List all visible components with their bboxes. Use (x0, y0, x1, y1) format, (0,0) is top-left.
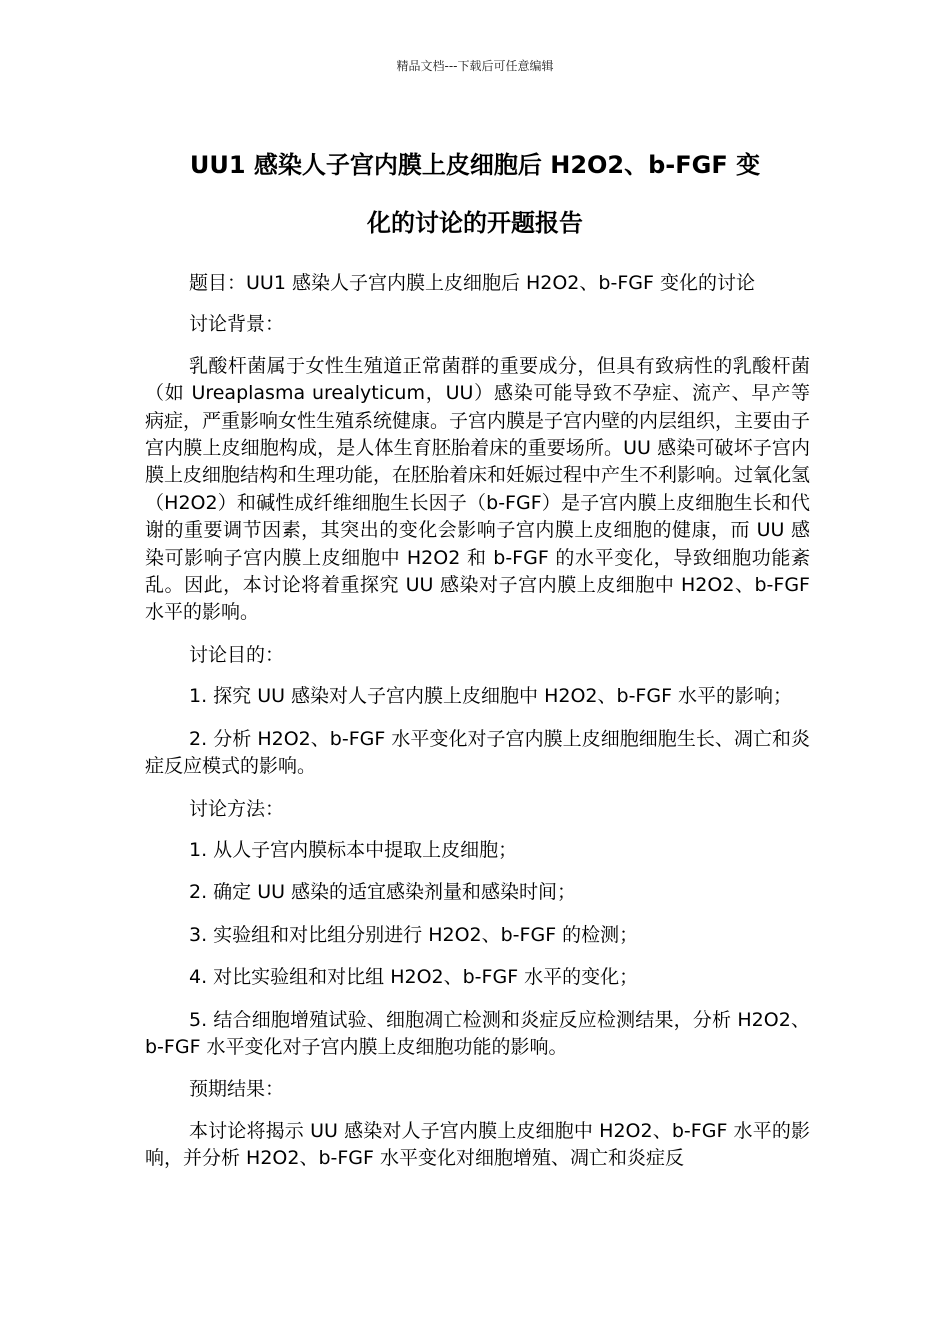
purpose-heading: 讨论目的： (189, 643, 285, 666)
document-title (145, 136, 805, 252)
page-header-note: 精品文档---下载后可任意编辑 (396, 59, 554, 73)
title-line-2: 化的讨论的开题报告 (367, 209, 583, 237)
purpose-item: 2. 分析 H2O2、b-FGF 水平变化对子宫内膜上皮细胞细胞生长、凋亡和炎症反应模式的影响。 (145, 727, 810, 778)
title-line-1: UU1 感染人子宫内膜上皮细胞后 H2O2、b-FGF 变 (189, 151, 761, 179)
purpose-item: 1. 探究 UU 感染对人子宫内膜上皮细胞中 H2O2、b-FGF 水平的影响； (189, 685, 793, 708)
result-heading: 预期结果： (189, 1078, 285, 1101)
method-item: 5. 结合细胞增殖试验、细胞凋亡检测和炎症反应检测结果，分析 H2O2、b-FGF 水平变化对子宫内膜上皮细胞功能的影响。 (145, 1008, 810, 1058)
result-paragraph: 本讨论将揭示 UU 感染对人子宫内膜上皮细胞中 H2O2、b-FGF 水平的影响，并分析 H2O2、b-FGF 水平变化对细胞增殖、凋亡和炎症反 (145, 1119, 810, 1170)
method-heading: 讨论方法： (189, 797, 285, 820)
background-paragraph: 乳酸杆菌属于女性生殖道正常菌群的重要成分，但具有致病性的乳酸杆菌（如 Ureaplasma urealyticum，UU）感染可能导致不孕症、流产、早产等病症，严重影响女性生殖系统健康。子宫内膜是子宫内壁的内层组织，主要由子宫内膜上皮细胞构成，是人体生育胚胎着床的重要场所。UU 感染可破坏子宫内膜上皮细胞结构和生理功能，在胚胎着床和妊娠过程中产生不利影响。过氧化氢（H2O2）和碱性成纤维细胞生长因子（b-FGF）是子宫内膜上皮细胞生长和代谢的重要调节因素，其突出的变化会影响子宫内膜上皮细胞的健康，而 UU 感染可影响子宫内膜上皮细胞中 H2O2 和 b-FGF 的水平变化，导致细胞功能紊乱。因此，本讨论将着重探究 UU 感染对子宫内膜上皮细胞中 H2O2、b-FGF 水平的影响。 (145, 354, 811, 624)
method-item: 2. 确定 UU 感染的适宜感染剂量和感染时间； (189, 881, 577, 904)
document-body (145, 270, 810, 1188)
method-item: 4. 对比实验组和对比组 H2O2、b-FGF 水平的变化； (189, 966, 639, 989)
background-heading: 讨论背景： (189, 313, 285, 336)
topic-line: 题目：UU1 感染人子宫内膜上皮细胞后 H2O2、b-FGF 变化的讨论 (189, 272, 755, 294)
method-item: 3. 实验组和对比组分别进行 H2O2、b-FGF 的检测； (189, 923, 639, 946)
method-item: 1. 从人子宫内膜标本中提取上皮细胞； (189, 838, 518, 861)
